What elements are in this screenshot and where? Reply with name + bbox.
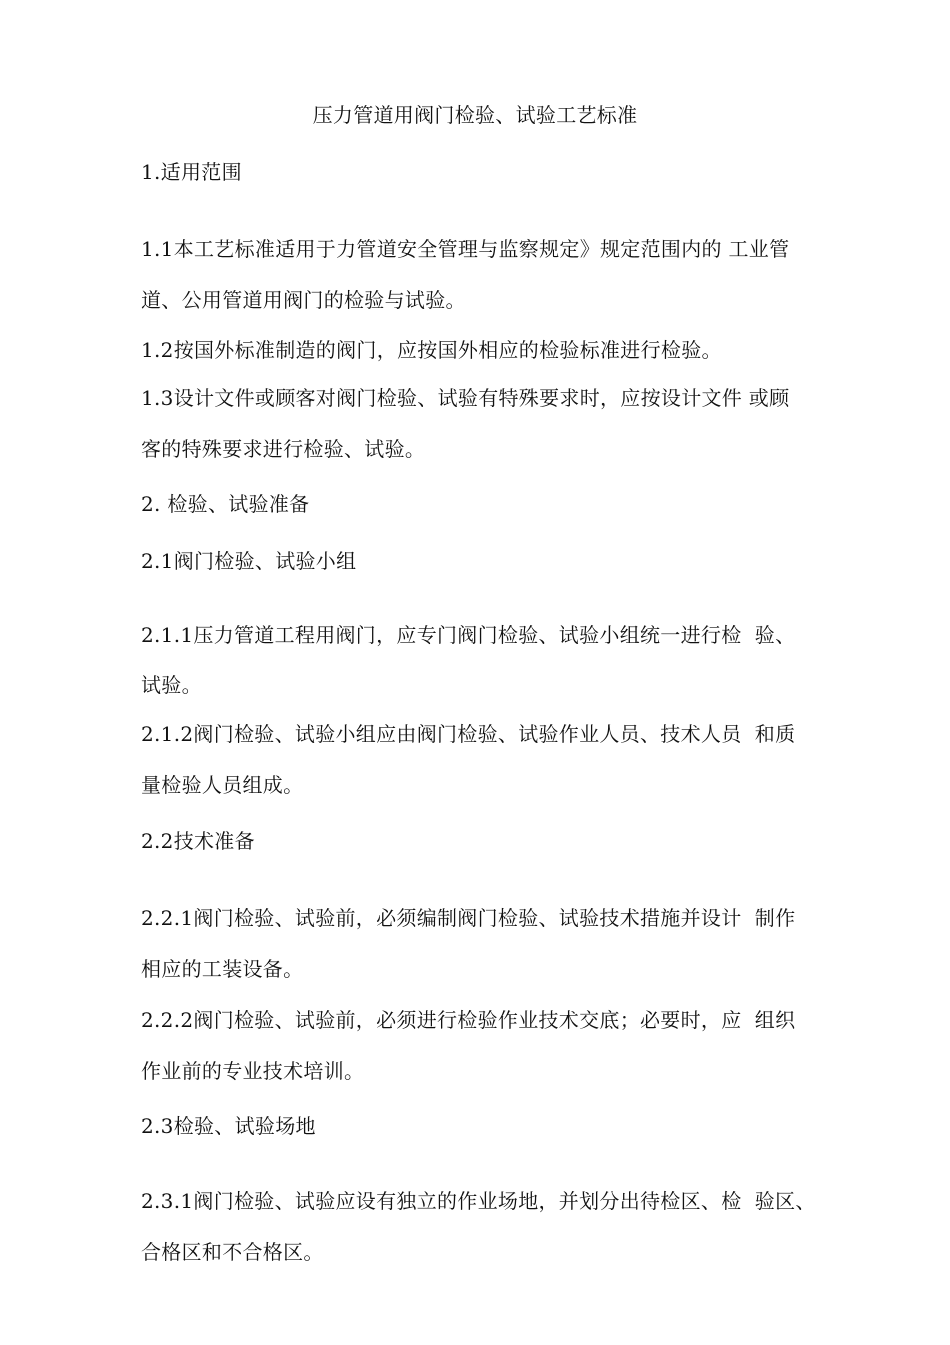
paragraph-2-3-1-line-1: 2.3.1阀门检验、试验应设有独立的作业场地，并划分出待检区、检 验区、 [141, 1189, 816, 1213]
paragraph-2-2-1-line-1: 2.2.1阀门检验、试验前，必须编制阀门检验、试验技术措施并设计 制作 [141, 906, 796, 930]
paragraph-1-2: 1.2按国外标准制造的阀门，应按国外相应的检验标准进行检验。 [141, 338, 722, 362]
paragraph-1-1-line-1: 1.1本工艺标准适用于力管道安全管理与监察规定》规定范围内的 工业管 [141, 237, 790, 261]
document-title: 压力管道用阀门检验、试验工艺标准 [312, 103, 638, 127]
paragraph-2-2-2-line-1: 2.2.2阀门检验、试验前，必须进行检验作业技术交底；必要时，应 组织 [141, 1008, 796, 1032]
subsection-heading-2-3: 2.3检验、试验场地 [141, 1114, 316, 1138]
subsection-heading-2-2: 2.2技术准备 [141, 829, 255, 853]
paragraph-2-3-1-line-2: 合格区和不合格区。 [141, 1240, 324, 1264]
paragraph-1-1-line-2: 道、公用管道用阀门的检验与试验。 [141, 288, 466, 312]
paragraph-2-1-2-line-1: 2.1.2阀门检验、试验小组应由阀门检验、试验作业人员、技术人员 和质 [141, 722, 796, 746]
paragraph-2-1-2-line-2: 量检验人员组成。 [141, 773, 304, 797]
paragraph-2-2-1-line-2: 相应的工装设备。 [141, 957, 304, 981]
paragraph-2-1-1-line-2: 试验。 [141, 673, 202, 697]
section-heading-2: 2. 检验、试验准备 [141, 492, 310, 516]
paragraph-2-1-1-line-1: 2.1.1压力管道工程用阀门，应专门阀门检验、试验小组统一进行检 验、 [141, 623, 796, 647]
paragraph-1-3-line-2: 客的特殊要求进行检验、试验。 [141, 437, 426, 461]
paragraph-1-3-line-1: 1.3设计文件或顾客对阀门检验、试验有特殊要求时，应按设计文件 或顾 [141, 386, 790, 410]
paragraph-2-2-2-line-2: 作业前的专业技术培训。 [141, 1059, 365, 1083]
subsection-heading-2-1: 2.1阀门检验、试验小组 [141, 549, 357, 573]
section-heading-1: 1.适用范围 [141, 160, 242, 184]
